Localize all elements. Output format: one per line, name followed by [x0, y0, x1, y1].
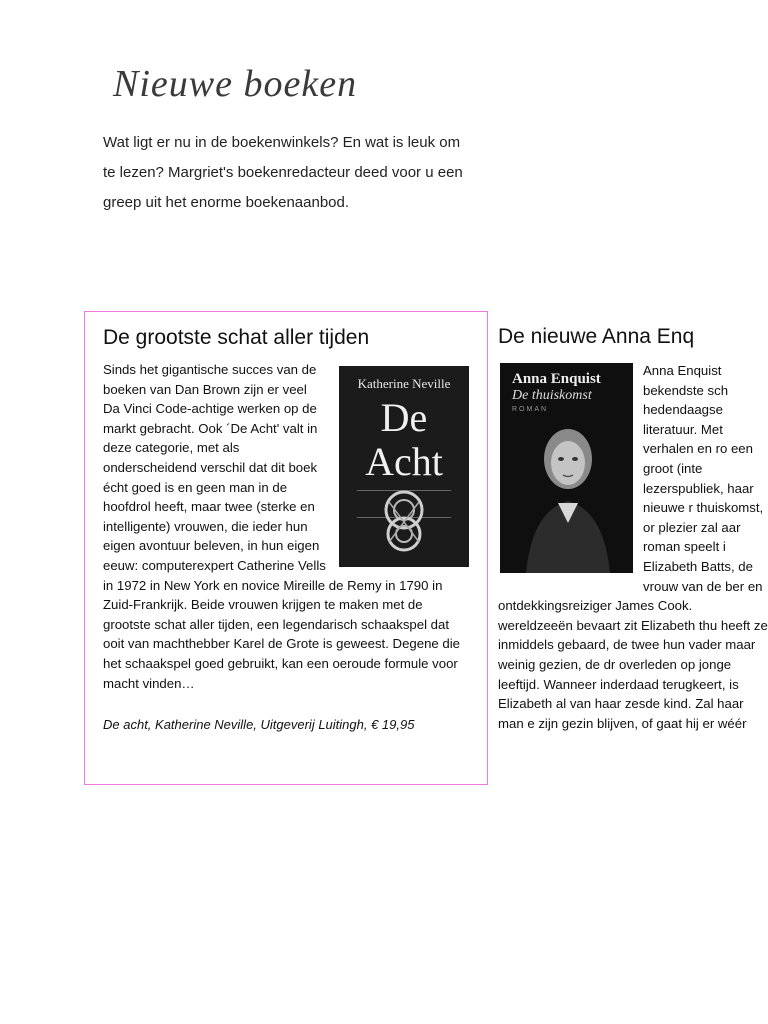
page-title: Nieuwe boeken [113, 63, 358, 105]
article-heading: De nieuwe Anna Enq [498, 325, 695, 348]
article-heading: De grootste schat aller tijden [103, 326, 370, 349]
book-cover-de-thuiskomst [500, 363, 633, 573]
cover-title: De thuiskomst [512, 388, 592, 403]
article-body: Sinds het gigantische succes van de boeken van Dan Brown zijn er veel Da Vinci Code-achtige werken op de markt gebracht. Ook ´De Acht' valt in deze categorie, met als onderscheidend verschil dat dit boek écht goed is en geen man in de hoofdrol heeft, maar twee (sterke en intelligente) vrouwen, die ieder hun eigen avontuur beleven, in hun eigen eeuw: computerexpert Catherine Vells in 1972 in New York en novice Mireille de Remy in 1790 in Zuid-Frankrijk. Beide vrouwen krijgen te maken met de grootste schat aller tijden, een legendarisch schaakspel dat ooit van machthebber Karel de Grote is geweest. Degene die het schaakspel goed gebruikt, kan een oeroude formule voor macht vinden… [103, 362, 461, 691]
celtic-knot-icon [377, 488, 431, 552]
cover-title: De Acht [365, 395, 443, 484]
article-de-acht [84, 311, 488, 785]
article-de-thuiskomst [498, 311, 768, 781]
cover-author: Katherine Neville [357, 376, 451, 391]
article-body: Anna Enquist bekendste sch hedendaagse literatuur. Met verhalen en ro een groot (inte lezerspubliek, haar nieuwe r thuiskomst, or plezier zal aar roman speelt i Elizabeth Batts, de vrouw van de ber en ontdekkingsreiziger James Cook. wereldzeeën bevaart zit Elizabeth thu heeft ze inmiddels gebaard, de twee hun vader maar weinig gezien, de dr overleden op jonge leeftijd. Wanneer inderdaad terugkeert, is Elizabeth al van haar zesde kind. Zal haar man e zijn gezin blijven, of gaat hij er wéér [498, 363, 768, 731]
intro-text: Wat ligt er nu in de boekenwinkels? En wat is leuk om te lezen? Margriet's boekenredacteur deed voor u een greep uit het enorme boekenaanbod. [103, 134, 463, 211]
portrait-image [520, 419, 616, 573]
cover-genre: ROMAN [512, 406, 549, 413]
book-cover-de-acht [339, 366, 469, 567]
cover-author: Anna Enquist [512, 371, 601, 387]
book-details: De acht, Katherine Neville, Uitgeverij Luitingh, € 19,95 [103, 717, 415, 733]
